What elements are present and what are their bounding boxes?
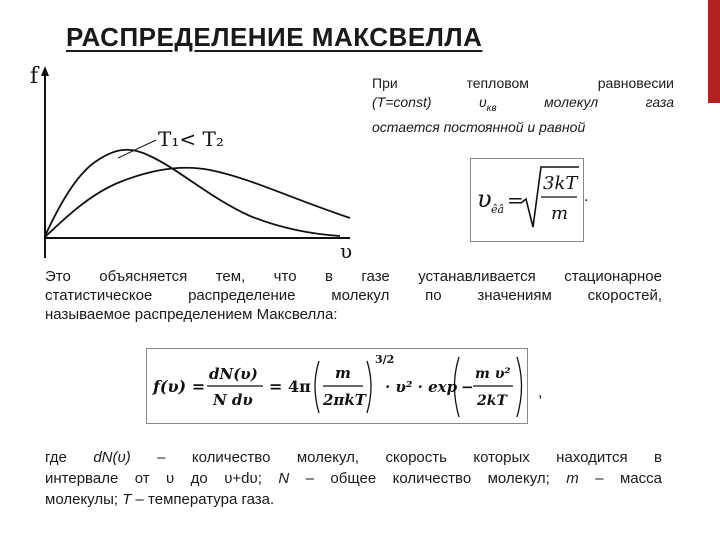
curve-label: T₁< T₂ xyxy=(158,127,224,151)
paragraph-line-1: Это объясняется тем, что в газе устанавливается стационарное xyxy=(45,268,662,285)
maxwell-eq-4pi: = 4π xyxy=(269,377,311,396)
where-prefix: где xyxy=(45,449,94,466)
where-n-desc: – общее количество молекул; xyxy=(289,470,567,487)
right-paren-1 xyxy=(367,361,371,413)
where-molecule: молекулы; xyxy=(45,491,123,508)
curve-t2 xyxy=(45,168,350,237)
left-paren-1 xyxy=(315,361,319,413)
intro-suffix: молекул газа xyxy=(496,94,674,110)
intro-subscript: кв xyxy=(486,102,497,114)
intro-line-2 xyxy=(372,93,674,118)
maxwell-m: m xyxy=(335,364,351,382)
paragraph-line-2: статистическое распределение молекул по значениям скоростей, xyxy=(45,287,662,304)
where-m: m xyxy=(566,470,579,487)
rms-equals: = xyxy=(507,188,524,212)
rms-symbol: υ xyxy=(477,185,492,213)
definitions-paragraph xyxy=(45,447,662,510)
where-n: N xyxy=(278,470,290,487)
rms-formula xyxy=(470,158,584,242)
y-axis-label: f xyxy=(30,64,39,89)
where-t-desc: – температура газа. xyxy=(131,491,275,508)
paragraph-line-3: называемое распределением Максвелла: xyxy=(45,306,338,323)
rms-subscript: êâ xyxy=(491,203,505,216)
intro-condition: (T=const) xyxy=(372,94,479,110)
maxwell-trailing: , xyxy=(538,384,543,401)
where-m-desc: – масса xyxy=(578,470,662,487)
where-t: T xyxy=(122,491,132,508)
maxwell-frac-num: dN(υ) xyxy=(209,365,258,383)
where-interval: интервале от υ до υ+dυ; xyxy=(45,470,279,487)
where-dn-desc: – количество молекул, скорость которых находится в xyxy=(130,449,662,466)
accent-strip xyxy=(708,0,720,103)
y-axis-arrow xyxy=(41,66,49,76)
intro-line-3: остается постоянной и равной xyxy=(372,118,586,135)
maxwell-exp-num: m υ² xyxy=(475,366,511,382)
where-line-2 xyxy=(45,468,662,489)
rms-numerator: 3kT xyxy=(543,173,578,194)
maxwell-exp-den: 2kT xyxy=(477,393,507,409)
maxwell-formula xyxy=(146,348,528,424)
intro-line-1: При тепловом равновесии xyxy=(372,75,674,91)
distribution-graph xyxy=(20,58,360,268)
where-line-1 xyxy=(45,447,662,468)
intro-symbol: υ xyxy=(478,94,487,110)
intro-text xyxy=(372,74,674,137)
curve-t1 xyxy=(45,150,340,236)
slide-title: РАСПРЕДЕЛЕНИЕ МАКСВЕЛЛА xyxy=(66,22,483,52)
right-paren-2 xyxy=(517,357,522,417)
maxwell-v2-exp: · υ² · exp xyxy=(385,378,458,396)
rms-trailing: . xyxy=(584,188,589,205)
maxwell-exponent: 3/2 xyxy=(375,353,395,366)
rms-denominator: m xyxy=(551,203,569,224)
maxwell-minus: − xyxy=(461,378,474,396)
maxwell-2pikt: 2πkT xyxy=(323,391,366,409)
where-dn: dN(υ) xyxy=(93,449,131,466)
maxwell-frac-den: N dυ xyxy=(213,391,253,409)
maxwell-lhs: f(υ) = xyxy=(153,377,206,396)
explanation-paragraph xyxy=(45,267,662,324)
x-axis-label: υ xyxy=(340,239,353,263)
where-line-3 xyxy=(45,489,662,510)
